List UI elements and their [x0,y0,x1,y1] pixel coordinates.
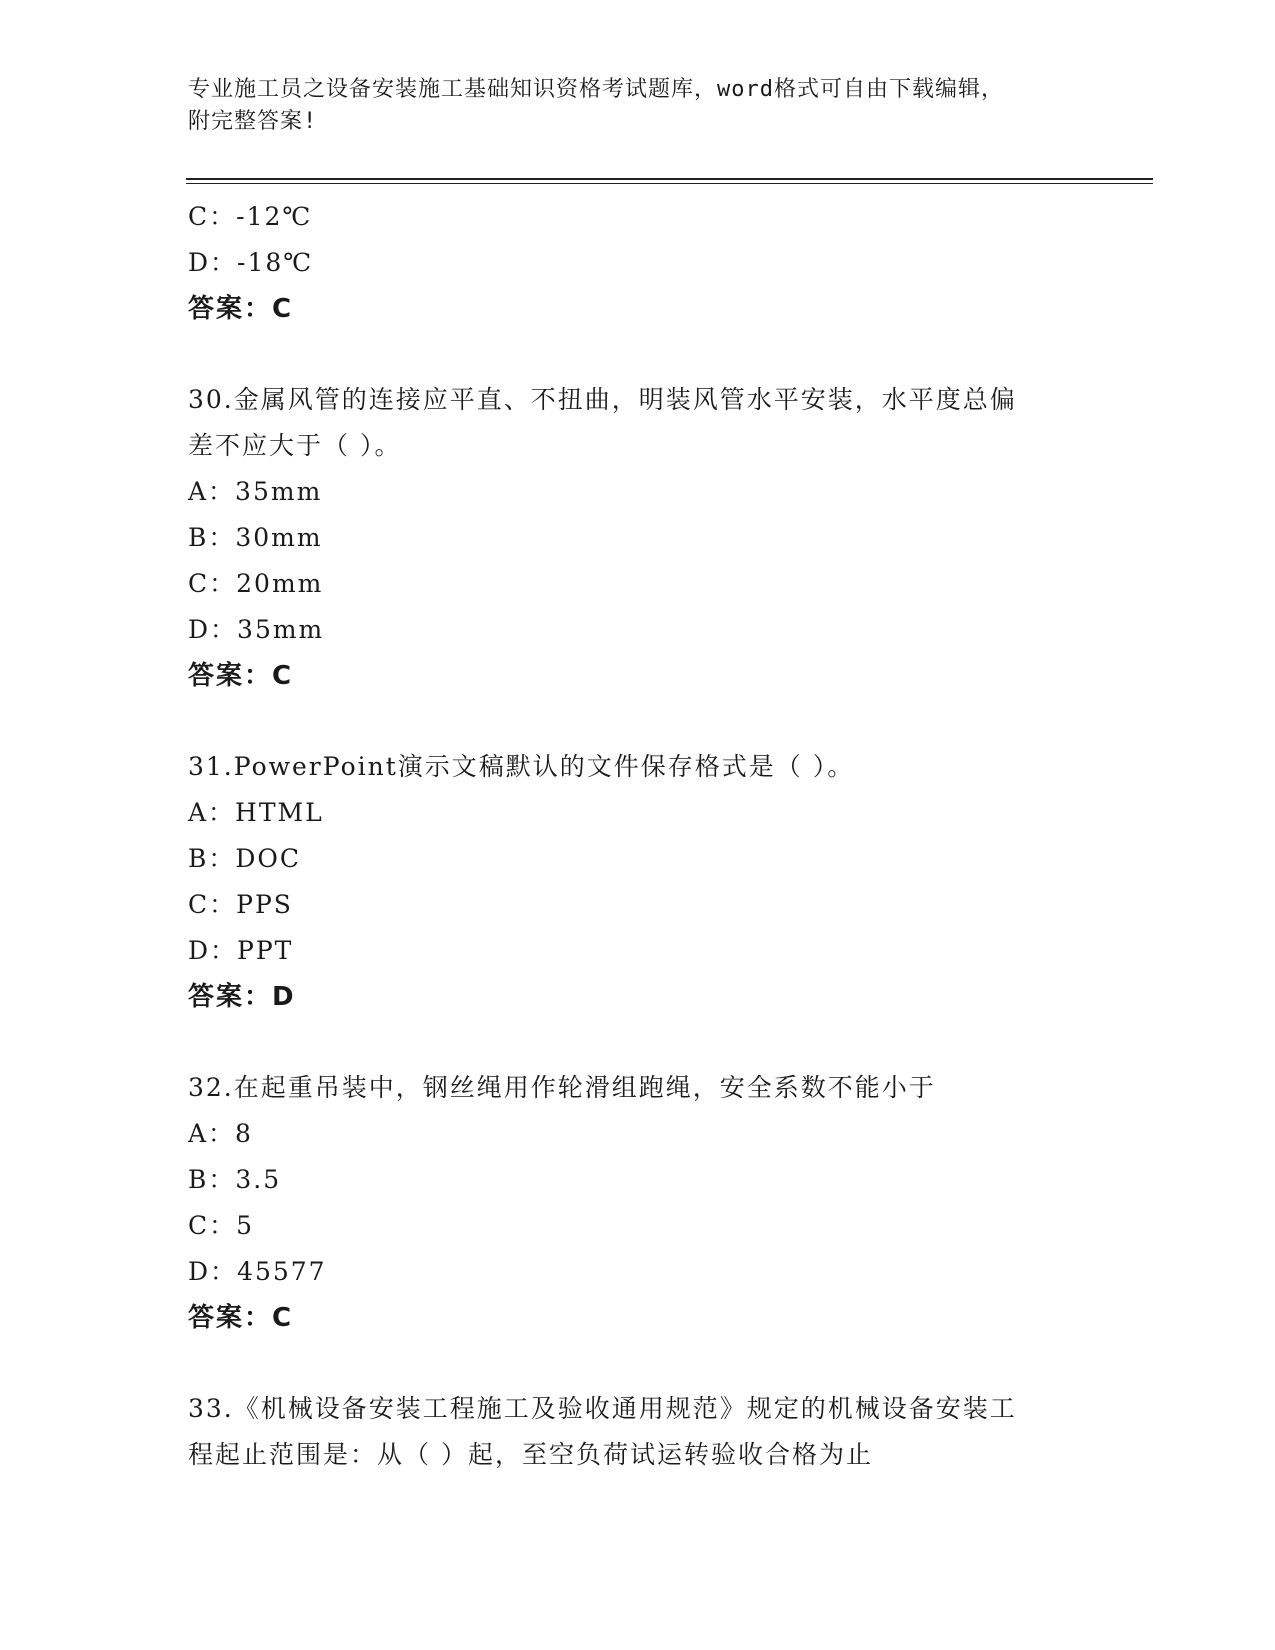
question-text-continued: 程起止范围是：从（ ）起，至空负荷试运转验收合格为止 [188,1440,873,1469]
question-list [188,194,1088,1478]
header-rule-thick [186,178,1153,180]
question-31 [188,744,1088,1020]
header-rule-thin [186,183,1153,184]
option-b: B：3.5 [188,1165,282,1194]
option-a: A：8 [188,1119,253,1148]
question-text: 31.PowerPoint演示文稿默认的文件保存格式是（ ）。 [188,752,855,781]
option-a: A：35mm [188,477,323,506]
option-b: B：30mm [188,523,323,552]
option-d: D：PPT [188,936,294,965]
previous-question-tail [188,194,1088,332]
document-header [188,74,1088,138]
option-b: B：DOC [188,844,302,873]
answer: 答案：D [188,982,296,1012]
answer: 答案：C [188,294,294,324]
option-c: C：-12℃ [188,202,313,231]
option-d: D：45577 [188,1257,327,1286]
header-line-2: 附完整答案! [188,109,318,134]
option-a: A：HTML [188,798,324,827]
option-c: C：5 [188,1211,255,1240]
question-text: 30.金属风管的连接应平直、不扭曲，明装风管水平安装，水平度总偏 [188,385,1017,414]
question-text-continued: 差不应大于（ ）。 [188,431,402,460]
option-c: C：PPS [188,890,293,919]
header-line-1: 专业施工员之设备安装施工基础知识资格考试题库，word格式可自由下载编辑， [188,77,1004,102]
option-d: D：35mm [188,615,325,644]
answer: 答案：C [188,1303,294,1333]
option-c: C：20mm [188,569,324,598]
question-33 [188,1386,1088,1478]
option-d: D：-18℃ [188,248,314,277]
question-32 [188,1065,1088,1341]
question-text: 32.在起重吊装中，钢丝绳用作轮滑组跑绳，安全系数不能小于 [188,1073,936,1102]
question-text: 33.《机械设备安装工程施工及验收通用规范》规定的机械设备安装工 [188,1394,1017,1423]
question-30 [188,377,1088,699]
answer: 答案：C [188,661,294,691]
